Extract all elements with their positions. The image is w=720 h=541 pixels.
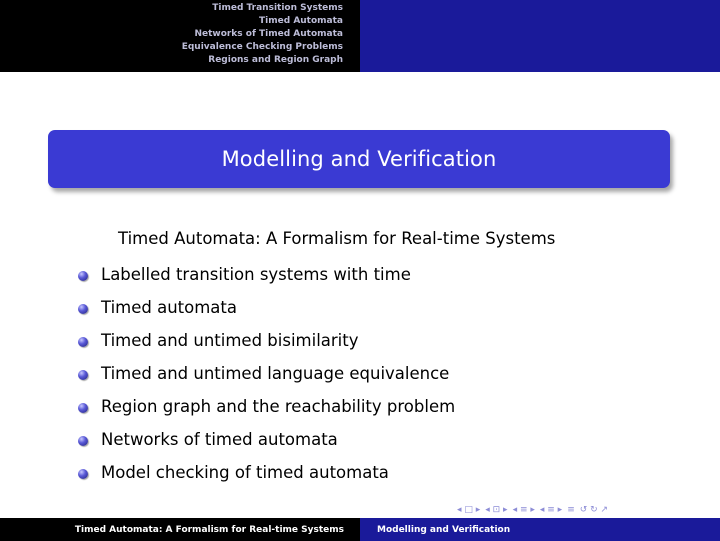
frame-title: Modelling and Verification (221, 147, 497, 171)
list-item (78, 394, 455, 427)
nav-subsection-icon[interactable]: ◂ ⊡ ▸ (485, 505, 508, 515)
footline (0, 518, 720, 541)
footer-right (360, 518, 720, 541)
section-link-timed-transition-systems[interactable]: Timed Transition Systems (212, 3, 343, 13)
bullet-icon (78, 436, 88, 446)
section-list (182, 2, 343, 67)
item-list (78, 262, 455, 493)
list-item (78, 328, 455, 361)
bullet-icon (78, 469, 88, 479)
section-navigation (0, 0, 360, 72)
subsection-navigation (360, 0, 720, 72)
section-link-networks-of-timed-automata[interactable]: Networks of Timed Automata (194, 29, 343, 40)
list-item (78, 460, 455, 493)
bullet-icon (78, 337, 88, 347)
section-link-equivalence-checking-problems[interactable]: Equivalence Checking Problems (181, 42, 343, 53)
nav-search-icon[interactable]: ↺ ↻ ↗ (579, 505, 609, 515)
footer-left (0, 518, 360, 541)
list-item-text: Timed and untimed bisimilarity (101, 331, 359, 350)
list-item (78, 361, 455, 394)
list-item-text: Timed and untimed language equivalence (101, 364, 450, 383)
bullet-icon (78, 304, 88, 314)
list-item-text: Model checking of timed automata (101, 463, 389, 482)
beamer-navigation-symbols (457, 503, 608, 517)
bullet-icon (78, 271, 88, 281)
nav-frame-icon[interactable]: ◂ □ ▸ (457, 505, 481, 515)
list-item (78, 295, 455, 328)
headline (0, 0, 720, 72)
frame-subtitle: Timed Automata: A Formalism for Real-time Systems (118, 229, 556, 248)
list-item (78, 427, 455, 460)
footer-title: Timed Automata: A Formalism for Real-time Systems (74, 524, 344, 535)
nav-align-icon[interactable]: ≡ (567, 505, 575, 515)
footer-section: Modelling and Verification (377, 524, 511, 535)
list-item-text: Region graph and the reachability problem (101, 397, 456, 416)
bullet-icon (78, 370, 88, 380)
section-link-timed-automata[interactable]: Timed Automata (259, 16, 343, 27)
nav-section-icon[interactable]: ◂ ≡ ▸ (512, 505, 535, 515)
section-link-regions-and-region-graph[interactable]: Regions and Region Graph (208, 55, 343, 66)
nav-document-icon[interactable]: ◂ ≡ ▸ (539, 505, 563, 515)
frame-title-box (48, 130, 670, 188)
list-item-text: Timed automata (101, 298, 237, 317)
list-item-text: Labelled transition systems with time (101, 265, 411, 284)
list-item (78, 262, 455, 295)
bullet-icon (78, 403, 88, 413)
list-item-text: Networks of timed automata (101, 430, 338, 449)
